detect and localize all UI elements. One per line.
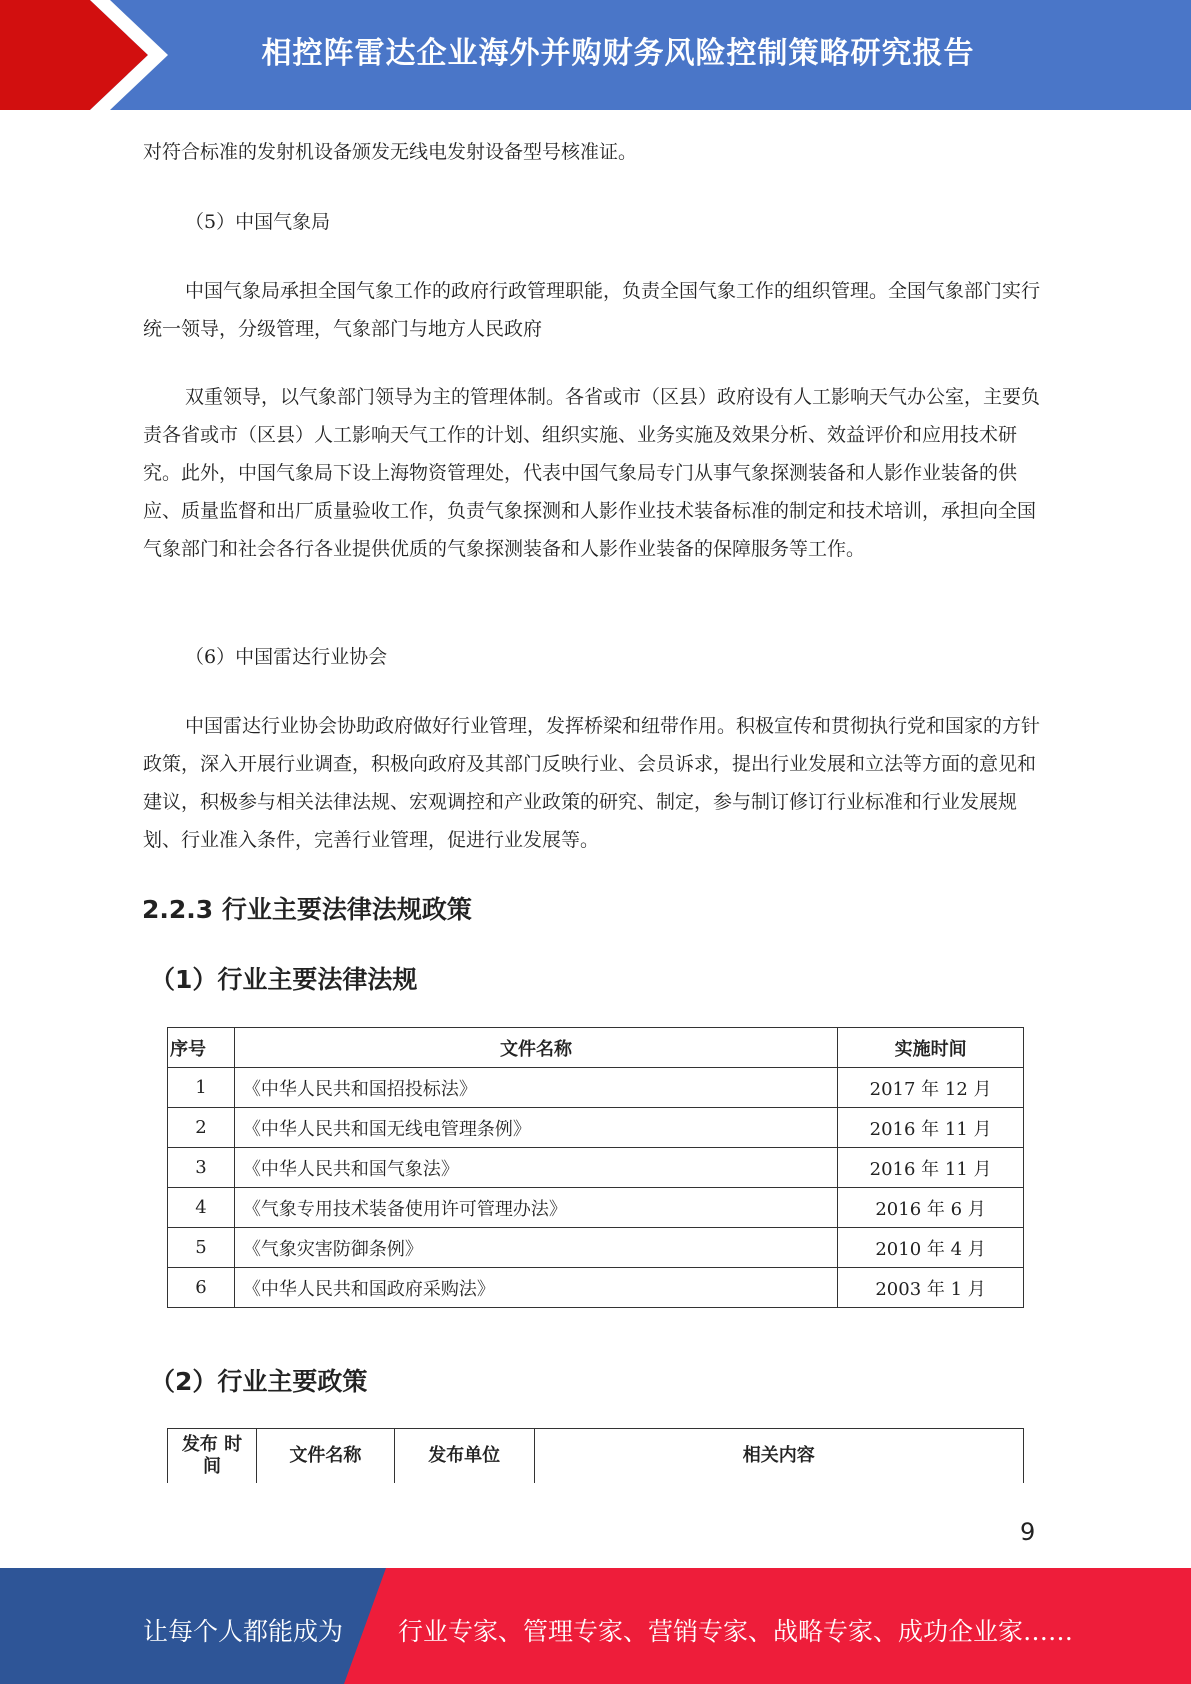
footer-slogan-left: 让每个人都能成为	[143, 1617, 344, 1646]
table-cell: 2017 年 12 月	[838, 1068, 1024, 1108]
table-cell: 《气象专用技术装备使用许可管理办法》	[234, 1188, 837, 1228]
table-cell: 《中华人民共和国招投标法》	[234, 1068, 837, 1108]
paragraph: 双重领导，以气象部门领导为主的管理体制。各省或市（区县）政府设有人工影响天气办公室，主要负责各省或市（区县）人工影响天气工作的计划、组织实施、业务实施及效果分析、效益评价和应用技术研究。此外，中国气象局下设上海物资管理处，代表中国气象局专门从事气象探测装备和人影作业装备的供应、质量监督和出厂质量验收工作，负责气象探测和人影作业技术装备标准的制定和技术培训，承担向全国气象部门和社会各行各业提供优质的气象探测装备和人影作业装备的保障服务等工作。	[143, 386, 1041, 560]
column-header: 文件名称	[234, 1028, 837, 1068]
paragraph: 中国气象局承担全国气象工作的政府行政管理职能，负责全国气象工作的组织管理。全国气象部门实行统一领导，分级管理，气象部门与地方人民政府	[143, 280, 1041, 340]
header-title: 相控阵雷达企业海外并购财务风险控制策略研究报告	[261, 36, 975, 71]
paragraph: 对符合标准的发射机设备颁发无线电发射设备型号核准证。	[143, 141, 638, 163]
column-header: 发布单位	[394, 1429, 534, 1484]
table-header-row	[168, 1429, 1024, 1484]
table-row	[168, 1188, 1024, 1228]
table-row	[168, 1228, 1024, 1268]
table-cell: 6	[168, 1268, 235, 1308]
table-cell: 1	[168, 1068, 235, 1108]
paragraph: 中国雷达行业协会协助政府做好行业管理，发挥桥梁和纽带作用。积极宣传和贯彻执行党和国家的方针政策，深入开展行业调查，积极向政府及其部门反映行业、会员诉求，提出行业发展和立法等方面的意见和建议，积极参与相关法律法规、宏观调控和产业政策的研究、制定，参与制订修订行业标准和行业发展规划、行业准入条件，完善行业管理，促进行业发展等。	[143, 715, 1041, 851]
table-header-row	[168, 1028, 1024, 1068]
page-number: 9	[1020, 1518, 1036, 1546]
table-cell: 2016 年 6 月	[838, 1188, 1024, 1228]
table-cell: 2003 年 1 月	[838, 1268, 1024, 1308]
column-header: 发布 时间	[168, 1429, 257, 1484]
laws-table	[167, 1027, 1024, 1308]
table-cell: 《中华人民共和国气象法》	[234, 1148, 837, 1188]
page-footer	[0, 1568, 1191, 1684]
item-heading: （6）中国雷达行业协会	[185, 646, 388, 668]
table-row	[168, 1108, 1024, 1148]
page-header	[0, 0, 1191, 110]
table-cell: 2010 年 4 月	[838, 1228, 1024, 1268]
subsection-heading: （1）行业主要法律法规	[150, 965, 418, 994]
column-header: 实施时间	[838, 1028, 1024, 1068]
table-row	[168, 1148, 1024, 1188]
item-heading: （5）中国气象局	[185, 211, 331, 233]
footer-slogan-right: 行业专家、管理专家、营销专家、战略专家、成功企业家……	[398, 1617, 1074, 1646]
table-cell: 4	[168, 1188, 235, 1228]
column-header: 文件名称	[256, 1429, 394, 1484]
table-cell: 2016 年 11 月	[838, 1148, 1024, 1188]
table-cell: 2	[168, 1108, 235, 1148]
table-cell: 3	[168, 1148, 235, 1188]
policies-table	[167, 1428, 1024, 1483]
column-header: 相关内容	[534, 1429, 1023, 1484]
table-cell: 《中华人民共和国政府采购法》	[234, 1268, 837, 1308]
table-cell: 《气象灾害防御条例》	[234, 1228, 837, 1268]
column-header: 序号	[168, 1028, 235, 1068]
table-cell: 2016 年 11 月	[838, 1108, 1024, 1148]
table-row	[168, 1068, 1024, 1108]
table-row	[168, 1268, 1024, 1308]
subsection-heading: （2）行业主要政策	[150, 1367, 368, 1396]
table-cell: 《中华人民共和国无线电管理条例》	[234, 1108, 837, 1148]
section-heading: 2.2.3 行业主要法律法规政策	[142, 895, 472, 924]
table-cell: 5	[168, 1228, 235, 1268]
